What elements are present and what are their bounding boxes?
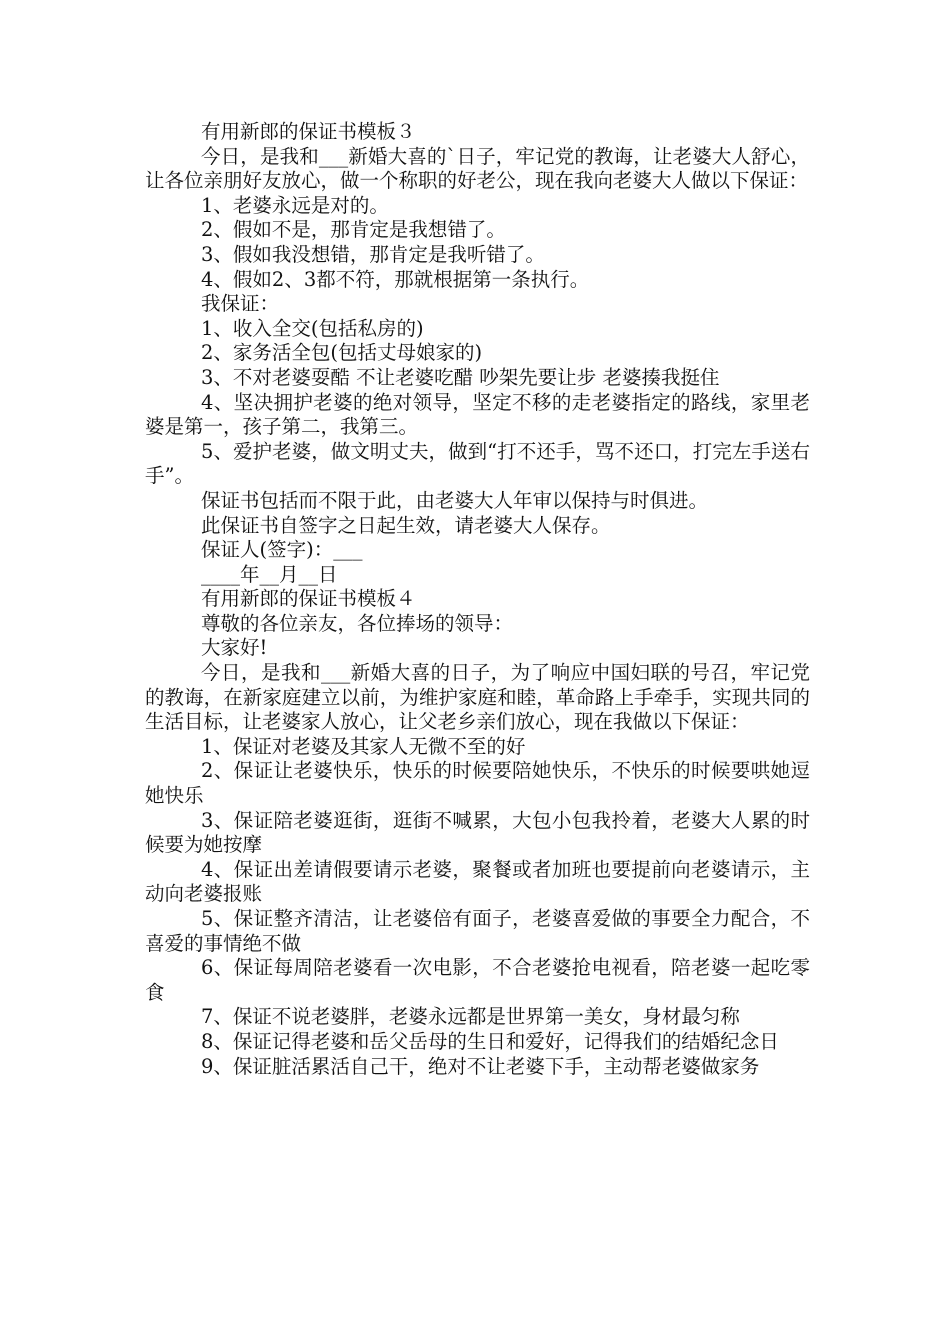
guarantee-item-1: 1、保证对老婆及其家人无微不至的好 (201, 734, 526, 758)
signature-line: 保证人(签字)：___ (201, 538, 363, 562)
salutation: 尊敬的各位亲友，各位捧场的领导： (201, 611, 514, 635)
rule-item-2: 2、假如不是，那肯定是我想错了。 (201, 218, 506, 242)
guarantee-item-6: 6、保证每周陪老婆看一次电影，不合老婆抢电视看，陪老婆一起吃零食 (145, 956, 810, 1004)
rule-item-3: 3、假如我没想错，那肯定是我听错了。 (201, 242, 545, 266)
intro-paragraph: 今日，是我和___新婚大喜的`日子，牢记党的教诲，让老婆大人舒心，让各位亲朋好友放心，做一个称职的好老公，现在我向老婆大人做以下保证： (145, 144, 810, 193)
pledge-heading: 我保证： (201, 292, 280, 316)
guarantee-item-5: 5、保证整齐清洁，让老婆倍有面子，老婆喜爱做的事要全力配合，不喜爱的事情绝不做 (145, 907, 810, 955)
guarantee-item-8: 8、保证记得老婆和岳父岳母的生日和爱好，记得我们的结婚纪念日 (201, 1029, 779, 1053)
guarantee-item-9: 9、保证脏活累活自己干，绝对不让老婆下手，主动帮老婆做家务 (201, 1054, 760, 1078)
scope-note: 保证书包括而不限于此，由老婆大人年审以保持与时俱进。 (201, 488, 709, 512)
intro-paragraph-2: 今日，是我和___新婚大喜的日子，为了响应中国妇联的号召，牢记党的教诲，在新家庭建立以前，为维护家庭和睦，革命路上手牵手，实现共同的生活目标，让老婆家人放心，让父老乡亲们放心，现在我做以下保证： (145, 661, 810, 734)
pledge-item-3: 3、不对老婆耍酷 不让老婆吃醋 吵架先要让步 老婆揍我挺住 (201, 365, 720, 389)
guarantee-item-4: 4、保证出差请假要请示老婆，聚餐或者加班也要提前向老婆请示，主动向老婆报账 (145, 857, 810, 906)
document-body (145, 120, 810, 1079)
rule-item-1: 1、老婆永远是对的。 (201, 193, 389, 217)
guarantee-item-3: 3、保证陪老婆逛街，逛街不喊累，大包小包我拎着，老婆大人累的时候要为她按摩 (145, 808, 810, 857)
section-title-template-4: 有用新郎的保证书模板４ (201, 587, 416, 611)
pledge-item-2: 2、家务活全包(包括丈母娘家的) (201, 341, 483, 365)
guarantee-item-7: 7、保证不说老婆胖，老婆永远都是世界第一美女，身材最匀称 (201, 1005, 740, 1029)
date-line: ____年__月__日 (201, 562, 338, 586)
pledge-item-4: 4、坚决拥护老婆的绝对领导，坚定不移的走老婆指定的路线，家里老婆是第一，孩子第二，我第三。 (145, 390, 810, 439)
rule-item-4: 4、假如2、3都不符，那就根据第一条执行。 (201, 267, 590, 291)
pledge-item-5: 5、爱护老婆，做文明丈夫，做到“打不还手，骂不还口，打完左手送右手”。 (145, 439, 810, 488)
section-title-template-3: 有用新郎的保证书模板３ (201, 120, 416, 143)
guarantee-item-2: 2、保证让老婆快乐，快乐的时候要陪她快乐，不快乐的时候要哄她逗她快乐 (145, 759, 810, 808)
effective-note: 此保证书自签字之日起生效，请老婆大人保存。 (201, 513, 611, 537)
pledge-item-1: 1、收入全交(包括私房的) (201, 316, 424, 340)
greeting: 大家好! (201, 636, 268, 660)
